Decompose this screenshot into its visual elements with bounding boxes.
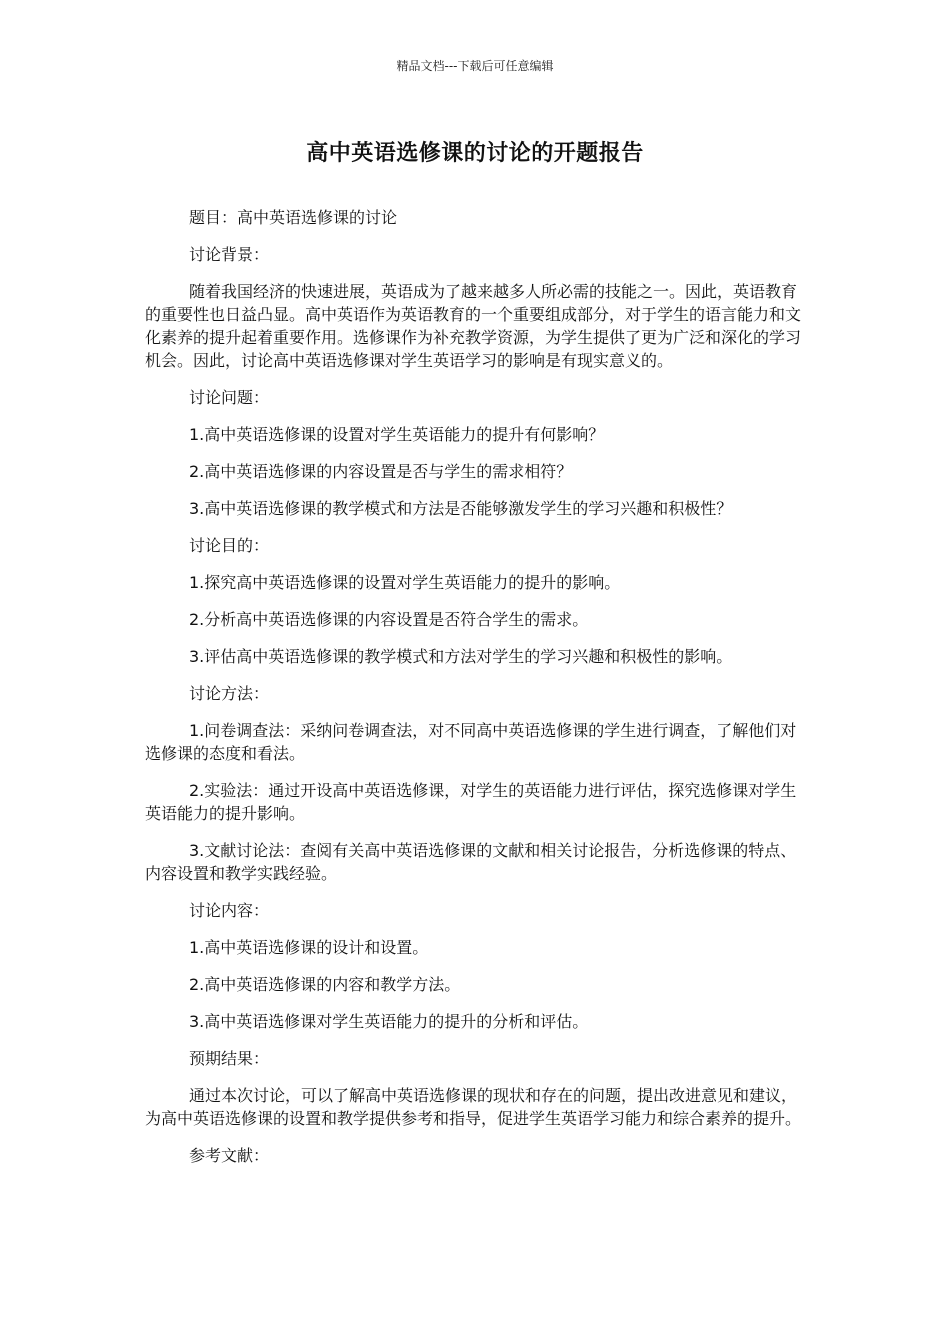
question-item: 1.高中英语选修课的设置对学生英语能力的提升有何影响？ (189, 425, 605, 444)
question-item: 3.高中英语选修课的教学模式和方法是否能够激发学生的学习兴趣和积极性？ (189, 499, 733, 518)
document-body (145, 206, 805, 1181)
method-item: 3.文献讨论法：查阅有关高中英语选修课的文献和相关讨论报告，分析选修课的特点、内容设置和教学实践经验。 (145, 841, 797, 883)
section-heading-background: 讨论背景： (189, 245, 270, 264)
purpose-item: 2.分析高中英语选修课的内容设置是否符合学生的需求。 (189, 610, 589, 629)
results-paragraph: 通过本次讨论，可以了解高中英语选修课的现状和存在的问题，提出改进意见和建议，为高中英语选修课的设置和教学提供参考和指导，促进学生英语学习能力和综合素养的提升。 (145, 1086, 802, 1128)
content-item: 2.高中英语选修课的内容和教学方法。 (189, 975, 461, 994)
background-paragraph: 随着我国经济的快速进展，英语成为了越来越多人所必需的技能之一。因此，英语教育的重要性也日益凸显。高中英语作为英语教育的一个重要组成部分，对于学生的语言能力和文化素养的提升起着重要作用。选修课作为补充教学资源，为学生提供了更为广泛和深化的学习机会。因此，讨论高中英语选修课对学生英语学习的影响是有现实意义的。 (145, 282, 802, 370)
section-heading-content: 讨论内容： (189, 901, 270, 920)
section-heading-methods: 讨论方法： (189, 684, 270, 703)
content-item: 1.高中英语选修课的设计和设置。 (189, 938, 429, 957)
section-heading-results: 预期结果： (189, 1049, 270, 1068)
section-heading-purpose: 讨论目的： (189, 536, 270, 555)
page-header: 精品文档---下载后可任意编辑 (396, 59, 554, 73)
section-heading-references: 参考文献： (189, 1146, 270, 1165)
method-item: 2.实验法：通过开设高中英语选修课，对学生的英语能力进行评估，探究选修课对学生英语能力的提升影响。 (145, 781, 797, 823)
question-item: 2.高中英语选修课的内容设置是否与学生的需求相符？ (189, 462, 573, 481)
purpose-item: 3.评估高中英语选修课的教学模式和方法对学生的学习兴趣和积极性的影响。 (189, 647, 733, 666)
document-title: 高中英语选修课的讨论的开题报告 (306, 141, 644, 166)
method-item: 1.问卷调查法：采纳问卷调查法，对不同高中英语选修课的学生进行调查，了解他们对选修课的态度和看法。 (145, 721, 797, 763)
topic-line: 题目：高中英语选修课的讨论 (189, 208, 398, 227)
section-heading-questions: 讨论问题： (189, 388, 270, 407)
content-item: 3.高中英语选修课对学生英语能力的提升的分析和评估。 (189, 1012, 589, 1031)
purpose-item: 1.探究高中英语选修课的设置对学生英语能力的提升的影响。 (189, 573, 621, 592)
